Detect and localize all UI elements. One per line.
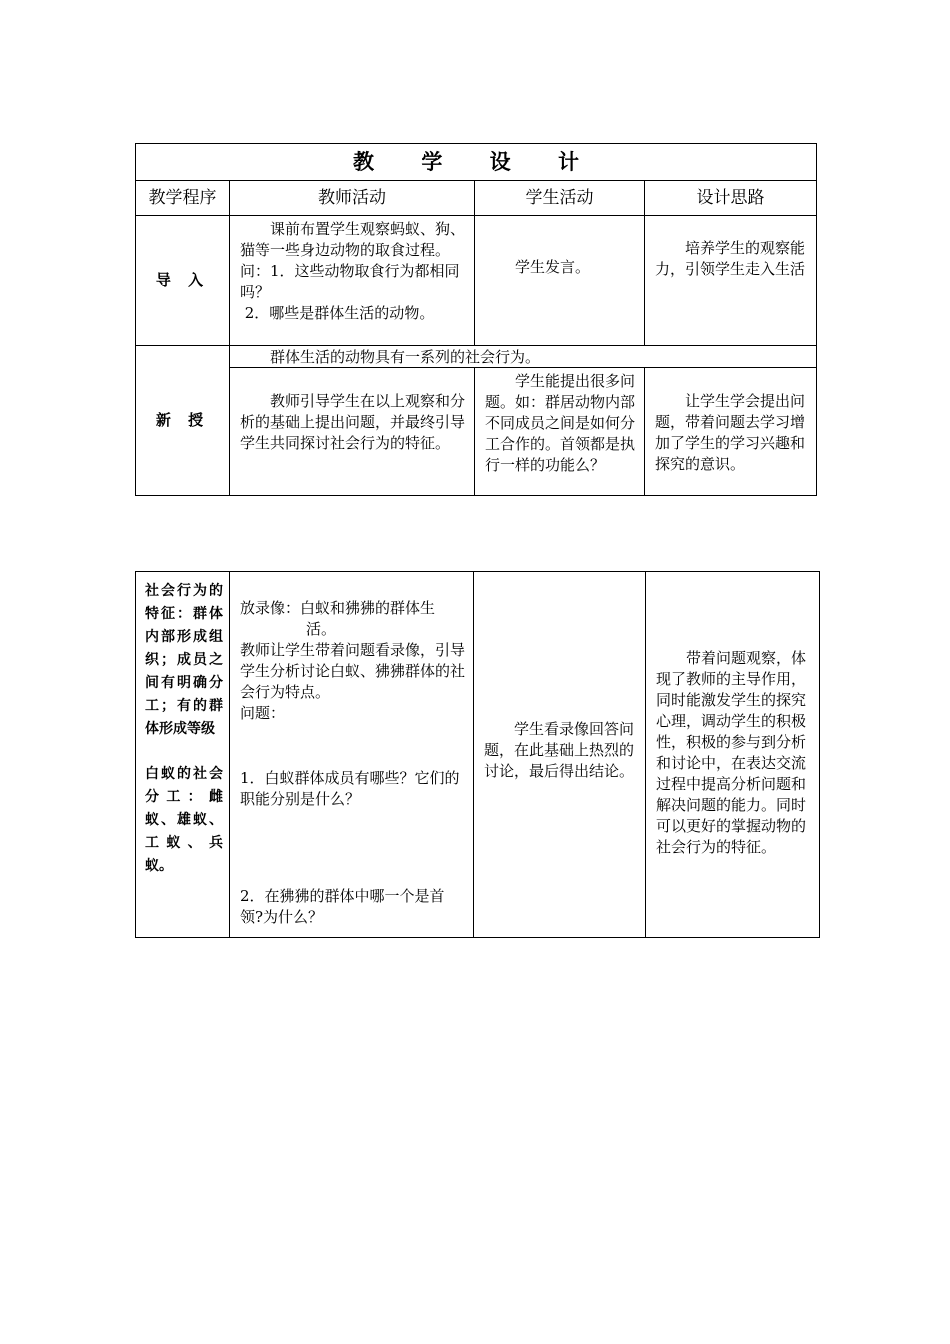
header-procedure: 教学程序 [136,181,230,216]
stage-intro: 导 入 [136,216,230,346]
intro-teacher-line: 课前布置学生观察蚂蚁、狗、猫等一些身边动物的取食过程。 [240,220,466,259]
teacher-line: 放录像：白蚁和狒狒的群体生 [240,599,436,617]
new-student-cell [475,368,645,496]
header-design-idea: 设计思路 [645,181,817,216]
intro-design-text: 培养学生的观察能力，引领学生走入生活 [655,239,806,278]
new-student-text: 学生能提出很多问题。如：群居动物内部不同成员之间是如何分工合作的。首领都是执行一样的功能么？ [485,372,636,474]
intro-student-cell [475,216,645,346]
teacher-line: 活。 [306,620,337,638]
intro-teacher-line: 问：1．这些动物取食行为都相同吗？ [240,262,460,301]
teacher-line: 问题： [240,704,286,722]
intro-teacher-line: 2．哪些是群体生活的动物。 [240,304,435,322]
video-student-cell [474,572,646,938]
new-teacher-text: 教师引导学生在以上观察和分析的基础上提出问题，并最终引导学生共同探讨社会行为的特征。 [240,392,466,452]
termite-division-text: 白蚁的社会分工：雌蚁、雄蚁、工蚁、兵蚁。 [145,766,223,874]
video-design-cell [646,572,820,938]
new-teacher-cell [230,368,475,496]
intro-design-cell [645,216,817,346]
header-student-activity: 学生活动 [475,181,645,216]
new-design-cell [645,368,817,496]
question-2: 2．在狒狒的群体中哪一个是首领?为什么？ [240,887,445,926]
header-teacher-activity: 教师活动 [230,181,475,216]
video-teacher-cell [230,572,474,938]
question-1: 1．白蚁群体成员有哪些？它们的职能分别是什么？ [240,769,460,808]
behavior-features-cell [136,572,230,938]
video-student-text: 学生看录像回答问题，在此基础上热烈的讨论，最后得出结论。 [484,720,635,780]
intro-student-text: 学生发言。 [515,258,591,276]
stage-new: 新 授 [136,346,230,496]
new-design-text: 让学生学会提出问题，带着问题去学习增加了学生的学习兴趣和探究的意识。 [655,392,806,473]
video-design-text: 带着问题观察，体现了教师的主导作用，同时能激发学生的探究心理，调动学生的积极性，积极的参与到分析和讨论中，在表达交流过程中提高分析问题和解决问题的能力。同时可以更好的掌握动物的社会行为的特征。 [656,648,807,856]
teaching-design-table [135,143,817,496]
teacher-line: 教师让学生带着问题看录像，引导学生分析讨论白蚁、狒狒群体的社会行为特点。 [240,641,466,701]
behavior-features-text: 社会行为的特征：群体内部形成组织；成员之间有明确分工；有的群体形成等级 [145,583,223,737]
table-title: 教 学 设 计 [136,144,817,181]
intro-teacher-cell [230,216,475,346]
social-behavior-table [135,571,820,938]
new-span-text: 群体生活的动物具有一系列的社会行为。 [230,346,817,368]
